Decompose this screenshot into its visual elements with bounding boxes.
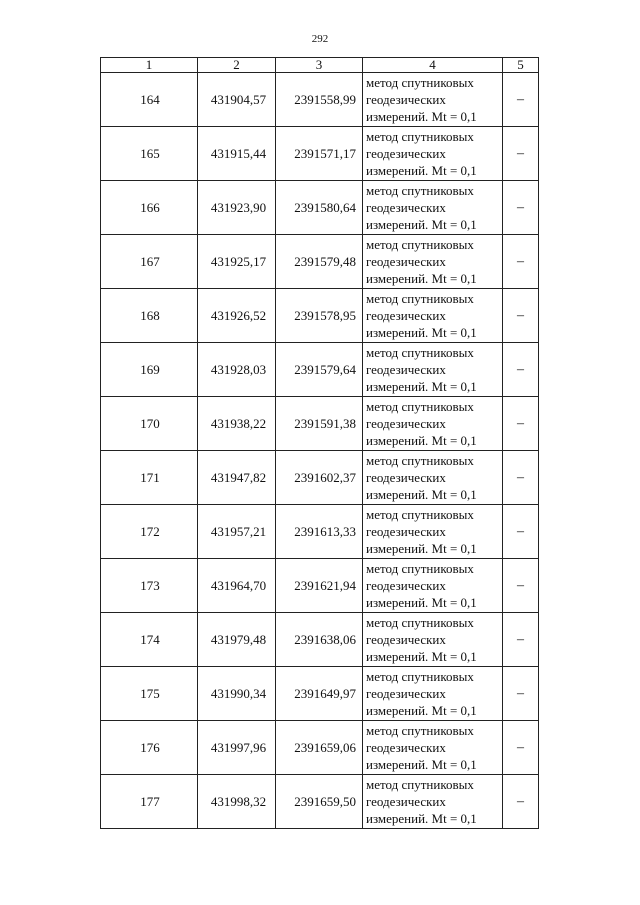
- x-coordinate-cell: 431904,57: [198, 73, 276, 127]
- y-coordinate-cell: 2391579,48: [276, 235, 363, 289]
- table-row: [101, 505, 539, 559]
- note-cell: –: [503, 667, 539, 721]
- method-cell: метод спутниковых геодезических измерений. Mt = 0,1: [363, 127, 503, 181]
- x-coordinate-cell: 431947,82: [198, 451, 276, 505]
- point-number-cell: 172: [101, 505, 198, 559]
- column-header-5: 5: [503, 58, 539, 73]
- table-row: [101, 775, 539, 829]
- table-row: [101, 127, 539, 181]
- table-row: [101, 559, 539, 613]
- point-number-cell: 165: [101, 127, 198, 181]
- table-row: [101, 343, 539, 397]
- y-coordinate-cell: 2391659,06: [276, 721, 363, 775]
- table-body: [101, 73, 539, 829]
- x-coordinate-cell: 431926,52: [198, 289, 276, 343]
- x-coordinate-cell: 431938,22: [198, 397, 276, 451]
- y-coordinate-cell: 2391621,94: [276, 559, 363, 613]
- point-number-cell: 168: [101, 289, 198, 343]
- table-row: [101, 181, 539, 235]
- point-number-cell: 164: [101, 73, 198, 127]
- point-number-cell: 174: [101, 613, 198, 667]
- method-cell: метод спутниковых геодезических измерений. Mt = 0,1: [363, 235, 503, 289]
- y-coordinate-cell: 2391578,95: [276, 289, 363, 343]
- note-cell: –: [503, 181, 539, 235]
- method-cell: метод спутниковых геодезических измерений. Mt = 0,1: [363, 775, 503, 829]
- point-number-cell: 173: [101, 559, 198, 613]
- y-coordinate-cell: 2391579,64: [276, 343, 363, 397]
- point-number-cell: 169: [101, 343, 198, 397]
- table-row: [101, 667, 539, 721]
- method-cell: метод спутниковых геодезических измерений. Mt = 0,1: [363, 559, 503, 613]
- point-number-cell: 177: [101, 775, 198, 829]
- method-cell: метод спутниковых геодезических измерений. Mt = 0,1: [363, 721, 503, 775]
- point-number-cell: 167: [101, 235, 198, 289]
- x-coordinate-cell: 431925,17: [198, 235, 276, 289]
- y-coordinate-cell: 2391613,33: [276, 505, 363, 559]
- x-coordinate-cell: 431979,48: [198, 613, 276, 667]
- note-cell: –: [503, 505, 539, 559]
- point-number-cell: 175: [101, 667, 198, 721]
- note-cell: –: [503, 775, 539, 829]
- method-cell: метод спутниковых геодезических измерений. Mt = 0,1: [363, 289, 503, 343]
- table-header: [101, 58, 539, 73]
- coordinates-table: [100, 57, 539, 829]
- method-cell: метод спутниковых геодезических измерений. Mt = 0,1: [363, 667, 503, 721]
- method-cell: метод спутниковых геодезических измерений. Mt = 0,1: [363, 343, 503, 397]
- column-header-3: 3: [276, 58, 363, 73]
- y-coordinate-cell: 2391591,38: [276, 397, 363, 451]
- method-cell: метод спутниковых геодезических измерений. Mt = 0,1: [363, 613, 503, 667]
- column-header-2: 2: [198, 58, 276, 73]
- point-number-cell: 176: [101, 721, 198, 775]
- note-cell: –: [503, 721, 539, 775]
- column-header-4: 4: [363, 58, 503, 73]
- header-row: [101, 58, 539, 73]
- note-cell: –: [503, 397, 539, 451]
- method-cell: метод спутниковых геодезических измерений. Mt = 0,1: [363, 397, 503, 451]
- method-cell: метод спутниковых геодезических измерений. Mt = 0,1: [363, 451, 503, 505]
- x-coordinate-cell: 431997,96: [198, 721, 276, 775]
- x-coordinate-cell: 431928,03: [198, 343, 276, 397]
- table-row: [101, 721, 539, 775]
- point-number-cell: 170: [101, 397, 198, 451]
- point-number-cell: 171: [101, 451, 198, 505]
- method-cell: метод спутниковых геодезических измерений. Mt = 0,1: [363, 505, 503, 559]
- x-coordinate-cell: 431923,90: [198, 181, 276, 235]
- note-cell: –: [503, 127, 539, 181]
- page-number: 292: [311, 33, 329, 45]
- method-cell: метод спутниковых геодезических измерений. Mt = 0,1: [363, 73, 503, 127]
- note-cell: –: [503, 73, 539, 127]
- x-coordinate-cell: 431990,34: [198, 667, 276, 721]
- method-cell: метод спутниковых геодезических измерений. Mt = 0,1: [363, 181, 503, 235]
- point-number-cell: 166: [101, 181, 198, 235]
- y-coordinate-cell: 2391602,37: [276, 451, 363, 505]
- x-coordinate-cell: 431957,21: [198, 505, 276, 559]
- table-row: [101, 235, 539, 289]
- y-coordinate-cell: 2391558,99: [276, 73, 363, 127]
- column-header-1: 1: [101, 58, 198, 73]
- y-coordinate-cell: 2391580,64: [276, 181, 363, 235]
- note-cell: –: [503, 613, 539, 667]
- y-coordinate-cell: 2391571,17: [276, 127, 363, 181]
- note-cell: –: [503, 235, 539, 289]
- x-coordinate-cell: 431964,70: [198, 559, 276, 613]
- note-cell: –: [503, 451, 539, 505]
- table-row: [101, 289, 539, 343]
- table-row: [101, 73, 539, 127]
- table-row: [101, 613, 539, 667]
- x-coordinate-cell: 431915,44: [198, 127, 276, 181]
- note-cell: –: [503, 559, 539, 613]
- y-coordinate-cell: 2391649,97: [276, 667, 363, 721]
- x-coordinate-cell: 431998,32: [198, 775, 276, 829]
- note-cell: –: [503, 343, 539, 397]
- note-cell: –: [503, 289, 539, 343]
- y-coordinate-cell: 2391659,50: [276, 775, 363, 829]
- table-row: [101, 397, 539, 451]
- y-coordinate-cell: 2391638,06: [276, 613, 363, 667]
- table-row: [101, 451, 539, 505]
